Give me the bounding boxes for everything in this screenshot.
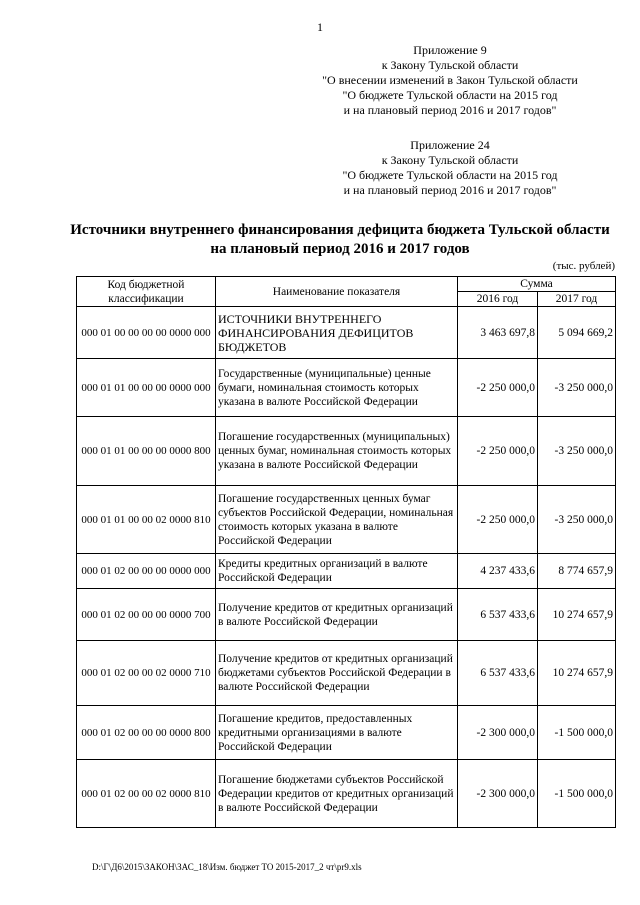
file-path-footer: D:\Г\Д6\2015\ЗАКОН\ЗАС_18\Изм. бюджет ТО 2015-2017_2 чт\pr9.xls [92, 862, 362, 872]
appendix-9-header [285, 43, 615, 118]
row-value-2017: -1 500 000,0 [538, 760, 616, 828]
row-value-2017: 10 274 657,9 [538, 589, 616, 641]
title-line: Источники внутреннего финансирования дефицита бюджета Тульской области [70, 222, 610, 238]
row-value-2016: 3 463 697,8 [458, 307, 538, 359]
row-value-2017: 8 774 657,9 [538, 554, 616, 589]
table-row [77, 554, 616, 589]
appendix-9-line: к Закону Тульской области [381, 58, 519, 72]
table-row [77, 417, 616, 486]
row-value-2016: 4 237 433,6 [458, 554, 538, 589]
row-value-2016: -2 250 000,0 [458, 359, 538, 417]
row-value-2016: 6 537 433,6 [458, 589, 538, 641]
appendix-9-line: "О внесении изменений в Закон Тульской области [322, 73, 578, 87]
appendix-24-line: и на плановый период 2016 и 2017 годов" [343, 183, 557, 197]
appendix-24-line: "О бюджете Тульской области на 2015 год [342, 168, 558, 182]
appendix-9-line: Приложение 9 [413, 43, 487, 57]
row-value-2017: -3 250 000,0 [538, 417, 616, 486]
row-code: 000 01 01 00 00 00 0000 800 [77, 417, 216, 486]
appendix-9-line: и на плановый период 2016 и 2017 годов" [343, 103, 557, 117]
row-value-2016: -2 250 000,0 [458, 486, 538, 554]
appendix-24-line: Приложение 24 [410, 138, 490, 152]
header-sum: Сумма [458, 277, 616, 292]
title-line: на плановый период 2016 и 2017 годов [210, 241, 470, 257]
header-code: Код бюджетной классификации [77, 277, 216, 307]
row-value-2016: -2 300 000,0 [458, 760, 538, 828]
row-name: Погашение кредитов, предоставленных кредитными организациями в валюте Российской Федерации [216, 706, 458, 760]
row-name: Государственные (муниципальные) ценные бумаги, номинальная стоимость которых указана в валюте Российской Федерации [216, 359, 458, 417]
table-row [77, 706, 616, 760]
row-name: Кредиты кредитных организаций в валюте Российской Федерации [216, 554, 458, 589]
row-value-2017: 5 094 669,2 [538, 307, 616, 359]
document-title [60, 221, 620, 259]
row-code: 000 01 01 00 00 02 0000 810 [77, 486, 216, 554]
row-value-2017: -3 250 000,0 [538, 486, 616, 554]
row-value-2017: -1 500 000,0 [538, 706, 616, 760]
header-2017: 2017 год [538, 292, 616, 307]
header-2016: 2016 год [458, 292, 538, 307]
row-name: Погашение государственных ценных бумаг субъектов Российской Федерации, номинальная стоимость которых указана в валюте Российской Федерации [216, 486, 458, 554]
row-name: Получение кредитов от кредитных организаций бюджетами субъектов Российской Федерации в валюте Российской Федерации [216, 641, 458, 706]
row-value-2017: -3 250 000,0 [538, 359, 616, 417]
row-code: 000 01 02 00 00 02 0000 710 [77, 641, 216, 706]
units-label: (тыс. рублей) [552, 260, 615, 272]
row-name: ИСТОЧНИКИ ВНУТРЕННЕГО ФИНАНСИРОВАНИЯ ДЕФИЦИТОВ БЮДЖЕТОВ [216, 307, 458, 359]
row-code: 000 01 02 00 00 02 0000 810 [77, 760, 216, 828]
row-value-2016: -2 300 000,0 [458, 706, 538, 760]
table-row [77, 641, 616, 706]
row-value-2016: 6 537 433,6 [458, 641, 538, 706]
row-code: 000 01 02 00 00 00 0000 700 [77, 589, 216, 641]
row-code: 000 01 01 00 00 00 0000 000 [77, 359, 216, 417]
appendix-24-header [285, 138, 615, 198]
row-name: Погашение бюджетами субъектов Российской Федерации кредитов от кредитных организаций в валюте Российской Федерации [216, 760, 458, 828]
header-name: Наименование показателя [216, 277, 458, 307]
row-value-2016: -2 250 000,0 [458, 417, 538, 486]
financing-sources-table [76, 276, 616, 828]
page-number: 1 [317, 20, 323, 34]
row-name: Погашение государственных (муниципальных) ценных бумаг, номинальная стоимость которых указана в валюте Российской Федерации [216, 417, 458, 486]
row-code: 000 01 00 00 00 00 0000 000 [77, 307, 216, 359]
row-code: 000 01 02 00 00 00 0000 000 [77, 554, 216, 589]
row-value-2017: 10 274 657,9 [538, 641, 616, 706]
table-row [77, 760, 616, 828]
row-name: Получение кредитов от кредитных организаций в валюте Российской Федерации [216, 589, 458, 641]
table-row [77, 589, 616, 641]
table-row [77, 486, 616, 554]
table-row [77, 359, 616, 417]
table-row [77, 307, 616, 359]
appendix-24-line: к Закону Тульской области [381, 153, 519, 167]
row-code: 000 01 02 00 00 00 0000 800 [77, 706, 216, 760]
appendix-9-line: "О бюджете Тульской области на 2015 год [342, 88, 558, 102]
